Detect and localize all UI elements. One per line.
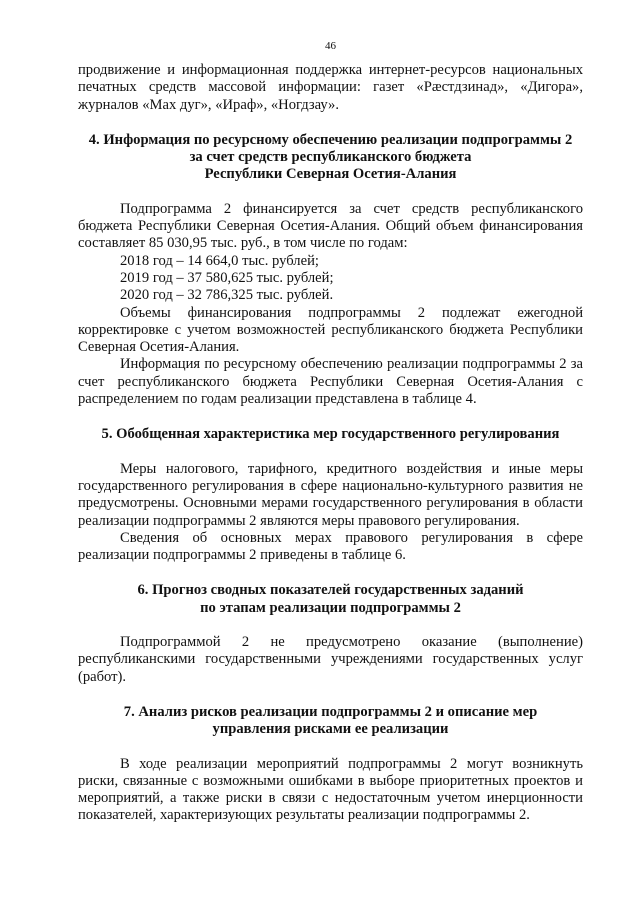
funding-year-2020: 2020 год – 32 786,325 тыс. рублей. xyxy=(120,287,334,304)
section-5-heading-line: 5. Обобщенная характеристика мер государственного регулирования xyxy=(101,426,560,443)
section-5-paragraph: Меры налогового, тарифного, кредитного воздействия и иные меры государственного регулирования в сфере национально-культурного развития не предусмотрены. Основными мерами государственного регулирования в области реализации подпрограммы 2 являются меры правового регулирования. xyxy=(78,460,583,529)
section-4-heading-line: за счет средств республиканского бюджета xyxy=(189,149,472,166)
section-6-paragraph: Подпрограммой 2 не предусмотрено оказание (выполнение) республиканскими государственными учреждениями государственных услуг (работ). xyxy=(78,634,583,685)
section-4-heading xyxy=(78,132,583,184)
section-4-paragraph: Информация по ресурсному обеспечению реализации подпрограммы 2 за счет республиканского бюджета Республики Северная Осетия-Алания с распределением по годам реализации представлена в таблице 4. xyxy=(78,356,583,408)
section-7-heading-line: 7. Анализ рисков реализации подпрограммы 2 и описание мер xyxy=(123,703,538,720)
section-5-heading xyxy=(78,426,583,443)
section-6-heading xyxy=(78,582,583,617)
page-number: 46 xyxy=(325,40,336,52)
section-4-heading-line: 4. Информация по ресурсному обеспечению реализации подпрограммы 2 xyxy=(88,131,573,148)
section-6-heading-line: по этапам реализации подпрограммы 2 xyxy=(200,599,461,616)
section-4-paragraph: Подпрограмма 2 финансируется за счет средств республиканского бюджета Республики Северная Осетия-Алания. Общий объем финансирования составляет 85 030,95 тыс. руб., в том числе по годам: xyxy=(78,200,583,252)
section-4-heading-line: Республики Северная Осетия-Алания xyxy=(204,166,457,183)
intro-paragraph: продвижение и информационная поддержка интернет-ресурсов национальных печатных средств массовой информации: газет «Рæстдзинад», «Дигора», журналов «Мах дуг», «Ираф», «Ногдзау». xyxy=(78,62,583,113)
document-body xyxy=(78,62,583,825)
section-6-heading-line: 6. Прогноз сводных показателей государственных заданий xyxy=(137,582,524,599)
funding-year-2018: 2018 год – 14 664,0 тыс. рублей; xyxy=(120,252,319,269)
section-7-heading-line: управления рисками ее реализации xyxy=(212,721,449,738)
section-5-paragraph: Сведения об основных мерах правового регулирования в сфере реализации подпрограммы 2 приведены в таблице 6. xyxy=(78,529,583,564)
funding-year-2019: 2019 год – 37 580,625 тыс. рублей; xyxy=(120,269,334,286)
section-7-paragraph: В ходе реализации мероприятий подпрограммы 2 могут возникнуть риски, связанные с возможными ошибками в выборе приоритетных проектов и мероприятий, а также риски в связи с недостаточным учетом инерционности показателей, характеризующих результаты реализации подпрограммы 2. xyxy=(78,755,583,824)
section-4-paragraph: Объемы финансирования подпрограммы 2 подлежат ежегодной корректировке с учетом возможностей республиканского бюджета Республики Северная Осетия-Алания. xyxy=(78,304,583,356)
section-7-heading xyxy=(78,704,583,739)
